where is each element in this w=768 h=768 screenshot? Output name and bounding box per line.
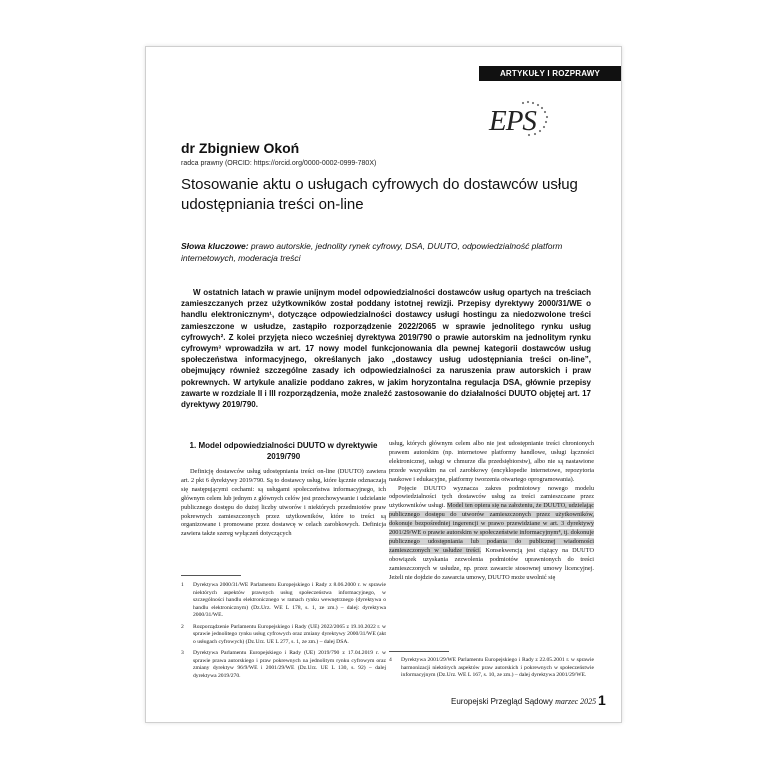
article-page <box>145 46 622 723</box>
footnote <box>181 582 386 620</box>
article-title: Stosowanie aktu o usługach cyfrowych do dostawców usług udostępniania treści on-line <box>181 176 578 213</box>
highlighted-text: Model ten opiera się na założeniu, że DUUTO, udzielając publicznego dostępu do utworów zamieszczonych przez użytkowników, dokonuje bezpośredniej ingerencji w prawo przewidziane w art. 3 dyrektywy 2001/29/WE o prawie autorskim w społeczeństwie informacyjnym⁴, tj. dokonuje publicznego udostępniania lub podania do publicznej wiadomości zamieszczonych w usłudze treści. <box>389 502 595 554</box>
page-number: 1 <box>598 692 606 708</box>
footnote-text: Dyrektywa 2001/29/WE Parlamentu Europejskiego i Rady z 22.05.2001 r. w sprawie harmonizacji niektórych aspektów praw autorskich i pokrewnych w społeczeństwie informacyjnym (Dz.Urz. WE L 167, s. 10, ze zm.) – dalej dyrektywa 2001/29/WE. <box>401 657 594 678</box>
paragraph-text: Pojęcie DUUTO wyznacza zakres podmiotowy nowego modelu odpowiedzialności tych dostawców usług za treści zamieszczane przez użytkowników usługi. <box>389 484 594 510</box>
footnote <box>181 624 386 647</box>
issue-date: marzec 2025 <box>555 697 597 706</box>
footnote-text: Rozporządzenie Parlamentu Europejskiego i Rady (UE) 2022/2065 z 19.10.2022 r. w sprawie jednolitego rynku usług cyfrowych oraz zmiany dyrektywy 2000/31/WE (akt o usługach cyfrowych) (Dz.Urz. UE L 277, s. 1, ze zm.) – dalej DSA. <box>193 623 386 645</box>
footnote-number: 3 <box>181 650 184 656</box>
footnote-number: 2 <box>181 623 184 630</box>
left-column <box>181 440 386 539</box>
footnote-text: Dyrektywa 2000/31/WE Parlamentu Europejskiego i Rady z 8.06.2000 r. w sprawie niektórych aspektów prawnych usług społeczeństwa informacyjnego, w szczególności handlu elektronicznego w ramach rynku wewnętrznego (dyrektywa o handlu elektronicznym) (Dz.Urz. WE L 178, s. 1, ze zm.) – dalej: dyrektywa 2000/31/WE. <box>193 582 386 618</box>
body-paragraph: usług, których głównym celem albo nie jest udostępnianie treści chronionych prawem autorskim (np. internetowe platformy handlowe, usługi łączności elektronicznej, usługi w chmurze dla przedsiębiorstw), albo nie są nastawione przede wszystkim na cel zarobkowy (encyklopedie internetowe, repozytoria naukowe i edukacyjne, platformy tworzenia otwartego oprogramowania). <box>389 440 594 483</box>
footnote <box>389 657 594 680</box>
logo-text: EPS <box>489 105 536 137</box>
section-heading: 1. Model odpowiedzialności DUUTO w dyrektywie 2019/790 <box>189 441 378 461</box>
paragraph-text: Konsekwencją jest ciążący na DUUTO obowiązek uzyskania zezwolenia podmiotów uprawnionych do treści zamieszczonych w usłudze, np. przez zawarcie stosownej umowy licencyjnej. Jeżeli nie dojdzie do zawarcia umowy, DUUTO może uwolnić się <box>389 546 594 581</box>
footnote-rule <box>389 651 449 652</box>
eps-logo <box>483 99 553 145</box>
abstract: W ostatnich latach w prawie unijnym model odpowiedzialności dostawców usług opartych na treściach zamieszczanych przez użytkowników został poddany istotnej rewizji. Przepisy dyrektywy 2000/31/WE o handlu elektronicznym¹, dotyczące odpowiedzialności dostawcy usługi hostingu za niedozwolone treści zamieszczone w usłudze, zastąpiło rozporządzenie 2022/2065 w sprawie jednolitego rynku usług cyfrowych². Z kolei przyjęta nieco wcześniej dyrektywa 2019/790 o prawie autorskim na jednolitym rynku cyfrowym³ wprowadziła w art. 17 nowy model funkcjonowania dla pewnej kategorii dostawców usług społeczeństwa informacyjnego, określanych jako „dostawcy usług udostępniania treści on-line”, obejmujący również szczególne zasady ich odpowiedzialności za naruszenia praw autorskich i praw pokrewnych. W artykule analizie poddano zakres, w jakim horyzontalna regulacja DSA, głównie przepisy zawarte w rozdziale II i III rozporządzenia, może znaleźć zastosowanie do działalności DUUTO objętej art. 17 dyrektywy 2019/790. <box>181 288 591 410</box>
keywords <box>181 240 606 264</box>
footnote-text: Dyrektywa Parlamentu Europejskiego i Rady (UE) 2019/790 z 17.04.2019 r. w sprawie prawa autorskiego i praw pokrewnych na jednolitym rynku cyfrowym oraz zmiany dyrektyw 96/9/WE i 2001/29/WE (Dz.Urz. UE L 130, s. 92) – dalej dyrektywa 2019/270. <box>193 650 386 679</box>
author-affiliation: radca prawny (ORCID: https://orcid.org/0000-0002-0999-780X) <box>181 160 377 167</box>
journal-footer <box>451 697 596 706</box>
right-column <box>389 440 594 583</box>
footnote-number: 1 <box>181 582 184 588</box>
footnotes-right <box>389 657 594 684</box>
footnote-rule <box>181 575 241 576</box>
section-tag: ARTYKUŁY I ROZPRAWY <box>479 66 621 81</box>
keywords-text: prawo autorskie, jednolity rynek cyfrowy, DSA, DUUTO, odpowiedzialność platform internetowych, moderacja treści <box>181 241 563 263</box>
author-name: dr Zbigniew Okoń <box>181 140 300 156</box>
journal-name: Europejski Przegląd Sądowy <box>451 697 553 706</box>
keywords-label: Słowa kluczowe: <box>181 241 249 251</box>
body-paragraph <box>389 485 594 583</box>
footnotes-left <box>181 582 386 684</box>
footnote-number: 4 <box>389 657 392 663</box>
footnote <box>181 650 386 680</box>
body-paragraph: Definicję dostawców usług udostępniania treści on-line (DUUTO) zawiera art. 2 pkt 6 dyrektywy 2019/790. Są to dostawcy usług, które łącznie odznaczają się następującymi cechami: są usługami społeczeństwa informacyjnego, ich głównym celem lub jednym z głównych celów jest przechowywanie i udzielanie publicznego dostępu do dużej liczby utworów i niektórych przedmiotów praw pokrewnych zamieszczonych przez użytkowników, które to treści są organizowane i promowane przez dostawcę w celach zarobkowych. Definicja zawiera także szereg wyłączeń dotyczących <box>181 468 386 538</box>
